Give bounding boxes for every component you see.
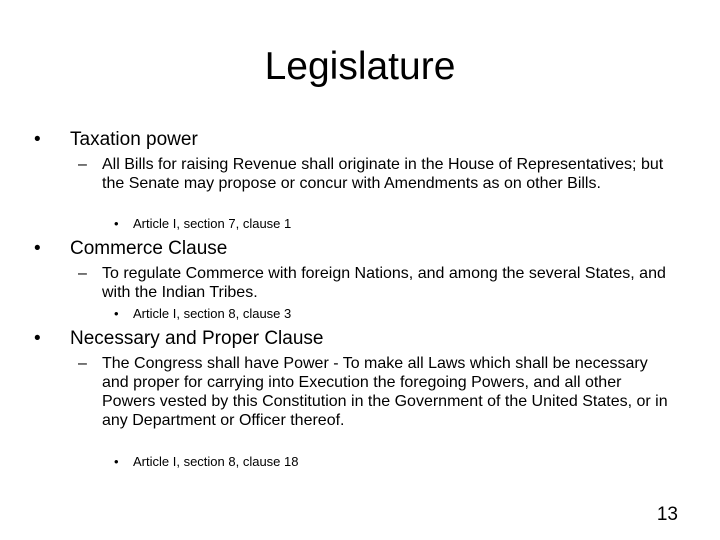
section-heading: Necessary and Proper Clause [70, 328, 324, 349]
citation-commerce [114, 306, 634, 322]
section-detail: The Congress shall have Power - To make all Laws which shall be necessary and proper for carrying into Execution the foregoing Powers, and all other Powers vested by this Constitution in the Government of the United States, or in any Department or Officer thereof. [102, 355, 668, 429]
sub-bullet-taxation-detail [78, 155, 668, 193]
bullet-icon: • [34, 129, 41, 150]
citation-necessary-proper [114, 454, 634, 470]
page-number: 13 [656, 504, 678, 525]
bullet-icon: • [34, 328, 41, 349]
bullet-taxation-power [34, 129, 694, 151]
bullet-commerce-clause [34, 238, 694, 260]
bullet-icon: • [114, 306, 119, 321]
section-detail: All Bills for raising Revenue shall originate in the House of Representatives; but the Senate may propose or concur with Amendments as on other Bills. [102, 156, 664, 192]
sub-bullet-necessary-proper-detail [78, 354, 668, 430]
citation-text: Article I, section 7, clause 1 [133, 216, 292, 231]
dash-icon: – [78, 156, 87, 173]
bullet-icon: • [34, 238, 41, 259]
bullet-icon: • [114, 216, 119, 231]
section-heading: Taxation power [70, 129, 198, 150]
citation-text: Article I, section 8, clause 18 [133, 454, 299, 469]
section-detail: To regulate Commerce with foreign Nations, and among the several States, and with the Indian Tribes. [102, 265, 666, 301]
sub-bullet-commerce-detail [78, 264, 668, 302]
bullet-icon: • [114, 454, 119, 469]
citation-taxation [114, 216, 634, 232]
dash-icon: – [78, 265, 87, 282]
citation-text: Article I, section 8, clause 3 [133, 306, 292, 321]
slide-title: Legislature [264, 45, 456, 88]
section-heading: Commerce Clause [70, 238, 228, 259]
dash-icon: – [78, 355, 87, 372]
bullet-necessary-proper-clause [34, 328, 694, 350]
